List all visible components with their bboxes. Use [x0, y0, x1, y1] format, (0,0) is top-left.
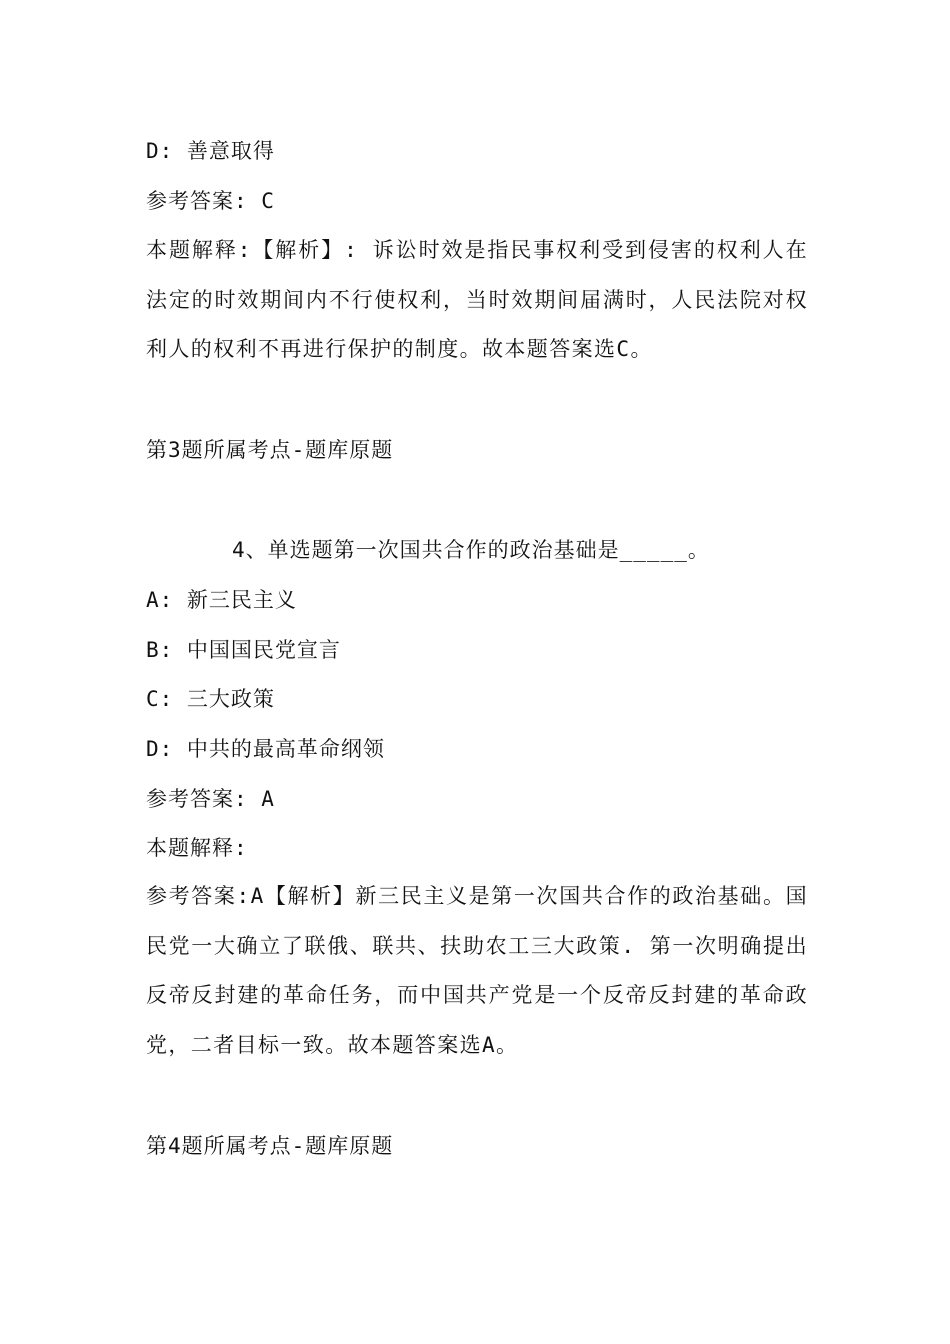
q3-answer: 参考答案: C — [146, 189, 275, 213]
q4-option-b: B: 中国国民党宣言 — [146, 638, 341, 662]
q3-explanation: 本题解释:【解析】: 诉讼时效是指民事权利受到侵害的权利人在法定的时效期间内不行使权利，当时效期间届满时，人民法院对权利人的权利不再进行保护的制度。故本题答案选C。 — [146, 238, 808, 361]
q4-option-c: C: 三大政策 — [146, 687, 275, 711]
q4-answer: 参考答案: A — [146, 787, 275, 811]
q4-option-d: D: 中共的最高革命纲领 — [146, 737, 385, 761]
q4-topic: 第4题所属考点-题库原题 — [146, 1134, 394, 1158]
q4-option-a: A: 新三民主义 — [146, 588, 297, 612]
q4-explanation: 参考答案:A【解析】新三民主义是第一次国共合作的政治基础。国民党一大确立了联俄、联共、扶助农工三大政策. 第一次明确提出反帝反封建的革命任务，而中国共产党是一个反帝反封建的革命政党，二者目标一致。故本题答案选A。 — [146, 884, 808, 1057]
q4-explanation-label: 本题解释: — [146, 836, 248, 860]
q4-question: 4、单选题第一次国共合作的政治基础是_____。 — [232, 538, 710, 562]
q3-topic: 第3题所属考点-题库原题 — [146, 438, 394, 462]
q3-option-d: D: 善意取得 — [146, 139, 275, 163]
